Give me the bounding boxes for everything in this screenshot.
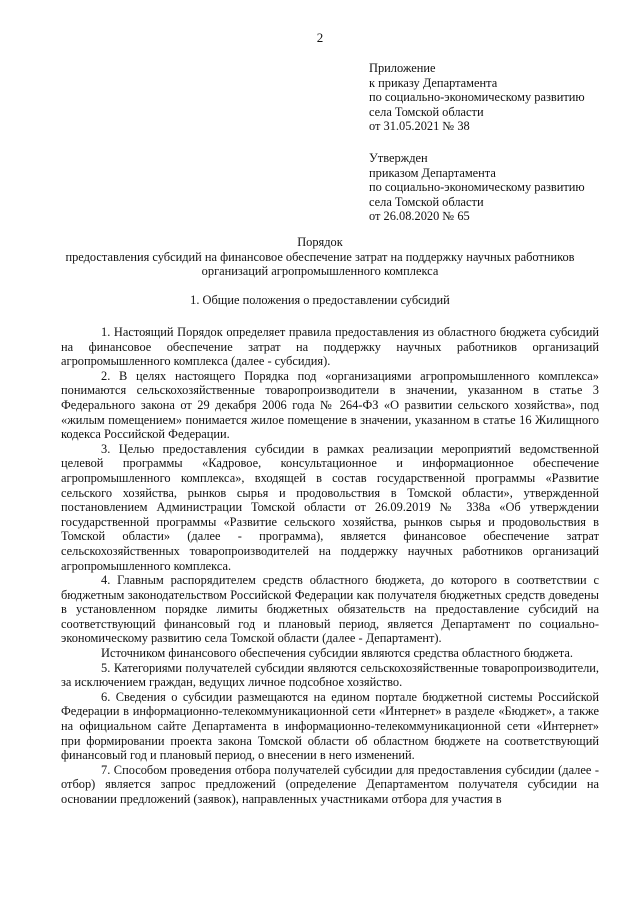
approval-line: приказом Департамента [369, 165, 496, 180]
title-line: организаций агропромышленного комплекса [201, 264, 439, 279]
body-text [61, 325, 599, 807]
paragraph: 4. Главным распорядителем средств областного бюджета, до которого в соответствии с бюджетным законодательством Российской Федерации как получателя бюджетных средств доведены в установленном порядке лимиты бюджетных обязательств на предоставление субсидий на соответствующий финансовый год и плановый период, является Департамент по социально-экономическому развитию села Томской области (далее - Департамент). [61, 573, 599, 646]
approval-line: по социально-экономическому развитию [369, 180, 585, 195]
page-number: 2 [316, 30, 324, 45]
approval-line: села Томской области [369, 194, 484, 209]
approval-stamp [369, 151, 585, 224]
appendix-line: села Томской области [369, 104, 484, 119]
approval-line: от 26.08.2020 № 65 [369, 209, 470, 224]
appendix-line: от 31.05.2021 № 38 [369, 119, 470, 134]
paragraph: 1. Настоящий Порядок определяет правила предоставления из областного бюджета субсидий на финансовое обеспечение затрат на поддержку научных работников организаций агропромышленного комплекса (далее - субсидия). [61, 325, 599, 369]
title-line: предоставления субсидий на финансовое обеспечение затрат на поддержку научных работников [65, 249, 575, 264]
appendix-line: Приложение [369, 61, 436, 75]
section-heading: 1. Общие положения о предоставлении субсидий [190, 293, 450, 307]
document-title [40, 235, 600, 279]
paragraph: 2. В целях настоящего Порядка под «организациями агропромышленного комплекса» понимаются сельскохозяйственные товаропроизводители в значении, указанном в статье 3 Федерального закона от 29 декабря 2006 года № 264-ФЗ «О развитии сельского хозяйства», под «жилым помещением» понимается жилое помещение в значении, указанном в статье 16 Жилищного кодекса Российской Федерации. [61, 368, 599, 442]
paragraph: 3. Целью предоставления субсидии в рамках реализации мероприятий ведомственной целевой программы «Кадровое, консультационное и информационное обеспечение агропромышленного комплекса», входящей в состав государственной программы «Развитие сельского хозяйства, рынков сырья и продовольствия в Томской области», утвержденной постановлением Администрации Томской области от 26.09.2019 № 338а «Об утверждении государственной программы «Развитие сельского хозяйства, рынков сырья и продовольствия в Томской области» (далее - программа), является финансовое обеспечение затрат сельскохозяйственных товаропроизводителей на поддержку научных работников организаций агропромышленного комплекса. [61, 441, 599, 573]
appendix-line: к приказу Департамента [369, 75, 498, 90]
paragraph: 6. Сведения о субсидии размещаются на едином портале бюджетной системы Российской Федерации в информационно-телекоммуникационной сети «Интернет» в разделе «Бюджет», а также на официальном сайте Департамента в информационно-телекоммуникационной сети «Интернет» при формировании проекта закона Томской области об областном бюджете на соответствующий финансовый год и плановый период, о внесении в него изменений. [61, 689, 599, 763]
approval-line: Утвержден [369, 151, 428, 165]
paragraph: Источником финансового обеспечения субсидии являются средства областного бюджета. [101, 646, 573, 661]
paragraph: 7. Способом проведения отбора получателей субсидии для предоставления субсидии (далее - отбор) является запрос предложений (определение Департаментом получателя субсидии на основании предложений (заявок), направленных участниками отбора для участия в [61, 762, 599, 806]
paragraph: 5. Категориями получателей субсидии являются сельскохозяйственные товаропроизводители, за исключением граждан, ведущих личное подсобное хозяйство. [61, 660, 599, 690]
appendix-stamp [369, 61, 585, 134]
appendix-line: по социально-экономическому развитию [369, 90, 585, 105]
title-line: Порядок [297, 235, 343, 249]
